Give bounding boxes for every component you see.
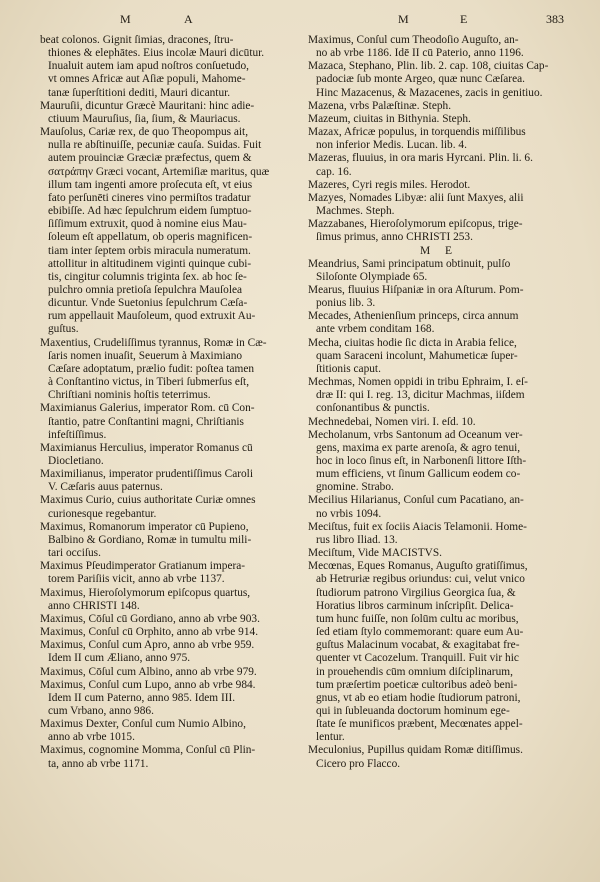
entry-line: anno ab vrbe 1015. bbox=[48, 731, 135, 744]
entry-line: Idem II cum Paterno, anno 985. Idem III. bbox=[48, 691, 236, 704]
entry-line: Mauruſii, dicuntur Græcè Mauritani: hinc adie- bbox=[40, 99, 255, 112]
entry-line: gnus, vt ab eo etiam hodie ſtudiorum patroni, bbox=[316, 691, 521, 704]
header-left-letter: M bbox=[120, 12, 133, 26]
entry-line: ſtantio, patre Conſtantini magni, Chriſtianis bbox=[48, 415, 244, 428]
entry-line: Mechnedebai, Nomen viri. I. eſd. 10. bbox=[308, 415, 476, 428]
entry-line: gnomine. Strabo. bbox=[316, 481, 394, 494]
entry-line: guſtus Malacinum vocabat, & exagitabat fre- bbox=[316, 639, 520, 652]
entry-line: ebibiſſe. Ad hæc ſepulchrum eidem ſumptuo- bbox=[48, 205, 252, 218]
entry-line: ſed etiam ſtylo commemorant: quare eum Au- bbox=[316, 626, 524, 639]
entry-line: ſtudiorum patrono Virgilius Georgica ſua, & bbox=[316, 586, 516, 599]
dictionary-entry bbox=[308, 192, 570, 218]
entry-line: Maximus, cognomine Momma, Conſul cū Plin- bbox=[40, 744, 256, 757]
entry-line: attollitur in altitudinem viginti quinque cubi- bbox=[48, 257, 252, 270]
dictionary-entry bbox=[40, 402, 298, 441]
dictionary-entry bbox=[308, 310, 570, 336]
entry-line: ſimus primus, anno CHRISTI 253. bbox=[316, 231, 473, 244]
entry-line: Maximus Pſeudimperator Gratianum impera- bbox=[40, 560, 246, 573]
entry-line: Maximianus Herculius, imperator Romanus cū bbox=[40, 441, 253, 454]
entry-line: Maximus, Conſul cū Orphito, anno ab vrbe 914. bbox=[40, 626, 259, 639]
entry-line: ſiſſimum extruxit, quod à nomine eius Mau- bbox=[48, 218, 247, 231]
section-heading: M E bbox=[419, 244, 459, 257]
entry-line: autem prouinciæ Græciæ præfectus, quem & bbox=[48, 152, 252, 165]
entry-line: σατράπην Græci vocant, Artemiſiæ maritus, quæ bbox=[48, 165, 270, 178]
entry-line: infeſtiſſimus. bbox=[48, 428, 107, 441]
entry-line: quenter vt Cacozelum. Tranquill. Fuit vir hic bbox=[316, 652, 519, 665]
entry-line: dicuntur. Vnde Suetonius ſepulchrum Cæſa- bbox=[48, 297, 248, 310]
dictionary-entry bbox=[40, 666, 298, 679]
dictionary-entry bbox=[40, 587, 298, 613]
entry-line: curionesque regebantur. bbox=[48, 507, 157, 520]
entry-line: Cicero pro Flacco. bbox=[316, 757, 401, 770]
entry-line: beat colonos. Gignit ſimias, dracones, ſtru- bbox=[40, 34, 234, 46]
entry-line: tari occiſus. bbox=[48, 547, 101, 560]
entry-line: Maximus, Hieroſolymorum epiſcopus quartus, bbox=[40, 586, 251, 599]
entry-line: Mecades, Athenienſium princeps, circa annum bbox=[308, 310, 519, 323]
entry-line: cum Vrbano, anno 986. bbox=[48, 704, 154, 717]
header-right-letter: M bbox=[398, 12, 411, 26]
entry-line: Diocletiano. bbox=[48, 455, 104, 467]
dictionary-entry bbox=[40, 744, 298, 770]
entry-line: non inferior Medis. Lucan. lib. 4. bbox=[316, 139, 467, 152]
entry-line: ſtitionis caput. bbox=[316, 362, 381, 375]
entry-line: Chriſtiani nominis hoſtis teterrimus. bbox=[48, 389, 211, 402]
dictionary-entry bbox=[308, 34, 570, 60]
dictionary-entry bbox=[40, 442, 298, 468]
entry-line: Mazeres, Cyri regis miles. Herodot. bbox=[308, 178, 471, 191]
dictionary-entry bbox=[40, 468, 298, 494]
entry-line: tiam inter ſeptem orbis miracula numeratum. bbox=[48, 244, 251, 257]
entry-line: ſtate ſe munificos præbent, Mecœnates appel- bbox=[316, 718, 523, 731]
entry-line: ab Hetruriæ regibus oriundus: cui, velut vnico bbox=[316, 573, 525, 586]
entry-line: Meciſtum, Vide MACISTVS. bbox=[308, 547, 442, 560]
entry-line: vt omnes Africæ aut Aſiæ populi, Mahome- bbox=[48, 73, 246, 86]
entry-line: Mearus, fluuius Hiſpaniæ in ora Aſturum. Pom- bbox=[308, 283, 524, 296]
dictionary-entry bbox=[40, 494, 298, 520]
dictionary-entry bbox=[308, 152, 570, 178]
dictionary-entry bbox=[308, 429, 570, 495]
entry-line: no vrbis 1094. bbox=[316, 507, 382, 520]
entry-line: Hinc Mazacenus, & Mazacenes, zacis in genitiuo. bbox=[316, 86, 543, 99]
dictionary-entry bbox=[308, 376, 570, 415]
entry-line: qui in ſubleuanda doctorum hominum ege- bbox=[316, 704, 510, 717]
dictionary-entry bbox=[40, 126, 298, 337]
entry-line: torem Pariſiis vicit, anno ab vrbe 1137. bbox=[48, 573, 225, 586]
dictionary-entry bbox=[40, 718, 298, 744]
dictionary-entry bbox=[40, 639, 298, 665]
dictionary-entry bbox=[308, 100, 570, 113]
entry-line: Maximus, Cōſul cum Albino, anno ab vrbe 979. bbox=[40, 665, 257, 678]
entry-line: Mecha, ciuitas hodie ſic dicta in Arabia felice, bbox=[308, 336, 517, 349]
entry-line: Mazena, vrbs Palæſtinæ. Steph. bbox=[308, 99, 452, 112]
dictionary-entry bbox=[308, 126, 570, 152]
entry-line: hoc in loco ſinus eſt, in Narbonenſi littore Iſth- bbox=[316, 455, 527, 467]
entry-line: Mecœnas, Eques Romanus, Auguſto gratiſſimus, bbox=[308, 560, 528, 573]
entry-line: Meculonius, Pupillus quidam Romæ ditiſſimus. bbox=[308, 744, 523, 757]
dictionary-entry bbox=[308, 560, 570, 744]
entry-line: tanæ ſuperſtitioni dediti, Mauri dicantur. bbox=[48, 86, 231, 99]
dictionary-entry bbox=[308, 60, 570, 99]
entry-line: guſtus. bbox=[48, 323, 79, 336]
entry-line: ta, anno ab vrbe 1171. bbox=[48, 757, 149, 770]
dictionary-entry bbox=[40, 34, 298, 100]
header-center-letter: A bbox=[184, 12, 195, 26]
entry-line: Mazax, Africæ populus, in torquendis miſſilibus bbox=[308, 126, 526, 139]
entry-line: tum hunc fuiſſe, non ſolūm cultu ac moribus, bbox=[316, 612, 519, 625]
entry-line: quam Saraceni incolunt, Mahumeticæ ſuper- bbox=[316, 349, 518, 362]
entry-line: Maximilianus, imperator prudentiſſimus Caroli bbox=[40, 468, 253, 481]
entry-line: Mecholanum, vrbs Santonum ad Oceanum ver- bbox=[308, 428, 523, 441]
entry-line: Mazzabanes, Hieroſolymorum epiſcopus, trige- bbox=[308, 218, 523, 231]
entry-line: mum efficiens, vt ſinum Gallicum eodem co- bbox=[316, 468, 521, 481]
entry-line: Maximus, Romanorum imperator cū Pupieno, bbox=[40, 520, 249, 533]
entry-line: Idem II cum Æliano, anno 975. bbox=[48, 652, 191, 665]
entry-line: Maximus, Cōſul cū Gordiano, anno ab vrbe 903. bbox=[40, 612, 260, 625]
entry-line: ſoleum eſt appellatum, ob operis magnificen- bbox=[48, 231, 253, 244]
entry-line: conſonantibus & punctis. bbox=[316, 402, 430, 415]
dictionary-entry bbox=[308, 113, 570, 126]
dictionary-entry bbox=[308, 218, 570, 244]
entry-line: Cæſare adoptatum, prælio fudit: poſtea tamen bbox=[48, 362, 255, 375]
entry-line: Maximus, Conſul cum Apro, anno ab vrbe 959. bbox=[40, 639, 255, 652]
entry-line: Maximus Dexter, Conſul cum Numio Albino, bbox=[40, 718, 246, 731]
entry-line: padociæ ſub monte Argeo, quæ nunc Cæſarea. bbox=[316, 73, 525, 86]
dictionary-entry bbox=[308, 416, 570, 429]
entry-line: Mazeras, fluuius, in ora maris Hyrcani. Plin. li. 6. bbox=[308, 152, 533, 165]
entry-line: pulchro omnia pretioſa ſepulchra Mauſolea bbox=[48, 283, 243, 296]
entry-line: Mazeum, ciuitas in Bithynia. Steph. bbox=[308, 112, 471, 125]
entry-line: Mecilius Hilarianus, Conſul cum Pacatiano, an- bbox=[308, 494, 524, 507]
dictionary-entry bbox=[308, 258, 570, 284]
dictionary-entry bbox=[308, 337, 570, 376]
header-right-center-letter: E bbox=[460, 12, 470, 26]
dictionary-entry bbox=[308, 521, 570, 547]
dictionary-entry bbox=[40, 521, 298, 560]
running-header bbox=[0, 8, 600, 30]
dictionary-entry bbox=[40, 560, 298, 586]
entry-line: Mechmas, Nomen oppidi in tribu Ephraim, I. eſ- bbox=[308, 376, 528, 389]
dictionary-entry bbox=[308, 547, 570, 560]
entry-line: ante vrbem conditam 168. bbox=[316, 323, 435, 336]
entry-line: thiones & elephātes. Eius incolæ Mauri dicūtur. bbox=[48, 47, 265, 60]
dictionary-entry bbox=[308, 744, 570, 770]
dictionary-entry bbox=[40, 613, 298, 626]
entry-line: no ab vrbe 1186. Idē II cū Paterio, anno 1196. bbox=[316, 47, 524, 60]
entry-line: dræ II: qui I. reg. 13, dicitur Machmas, iiſdem bbox=[316, 389, 525, 402]
entry-line: Meandrius, Sami principatum obtinuit, pulſo bbox=[308, 257, 511, 270]
dictionary-entry bbox=[308, 284, 570, 310]
entry-line: Maxentius, Crudeliſſimus tyrannus, Romæ in Cæ- bbox=[40, 336, 267, 349]
dictionary-entry bbox=[40, 337, 298, 403]
entry-line: fato perſunēti cineres vino permiſtos tradatur bbox=[48, 191, 251, 204]
entry-line: rus libro Iliad. 13. bbox=[316, 533, 398, 546]
entry-line: Maximianus Galerius, imperator Rom. cū Con- bbox=[40, 402, 255, 415]
entry-line: tis, cingitur columnis triginta ſex. ab hoc ſe- bbox=[48, 270, 247, 283]
entry-line: Mazyes, Nomades Libyæ: alii ſunt Maxyes, alii bbox=[308, 191, 524, 204]
entry-line: Machmes. Steph. bbox=[316, 205, 395, 218]
left-column bbox=[40, 34, 298, 771]
entry-line: cap. 16. bbox=[316, 165, 352, 178]
entry-line: Meciſtus, fuit ex ſociis Aiacis Telamonii. Home- bbox=[308, 520, 527, 533]
entry-line: ſaris nomen inuaſit, Seuerum à Maximiano bbox=[48, 349, 243, 362]
dictionary-entry bbox=[308, 179, 570, 192]
dictionary-entry bbox=[308, 494, 570, 520]
entry-line: Maximus, Conſul cum Lupo, anno ab vrbe 984. bbox=[40, 678, 256, 691]
entry-line: V. Cæſaris auus paternus. bbox=[48, 481, 163, 494]
page-number: 383 bbox=[546, 12, 564, 26]
entry-line: Maximus, Conſul cum Theodoſio Auguſto, an- bbox=[308, 34, 519, 46]
entry-line: Siloſonte Olympiade 65. bbox=[316, 270, 428, 283]
entry-line: illum tam ingenti amore proſecuta eſt, vt eius bbox=[48, 178, 253, 191]
entry-line: à Conſtantino victus, in Tiberi ſubmerſus eſt, bbox=[48, 376, 250, 389]
entry-line: Inualuit autem iam apud noſtros conſuetudo, bbox=[48, 60, 249, 73]
entry-line: in prouehendis cūm omnium diſciplinarum, bbox=[316, 665, 513, 678]
entry-line: rum appellauit Mauſoleum, quod extruxit Au- bbox=[48, 310, 256, 323]
dictionary-entry bbox=[40, 679, 298, 718]
entry-line: ponius lib. 3. bbox=[316, 297, 376, 310]
entry-line: nulla re abſtinuiſſe, pecuniæ cauſa. Suidas. Fuit bbox=[48, 139, 262, 152]
right-column bbox=[308, 34, 570, 771]
entry-line: ctiuum Mauruſius, ſia, ſium, & Mauriacus. bbox=[48, 112, 241, 125]
dictionary-entry bbox=[40, 626, 298, 639]
entry-line: lentur. bbox=[316, 731, 345, 744]
entry-line: Mauſolus, Cariæ rex, de quo Theopompus ait, bbox=[40, 126, 249, 139]
entry-line: tum præſertim poeticæ cultoribus adeò beni- bbox=[316, 678, 518, 691]
entry-line: Horatius libros carminum inſcripſit. Delica- bbox=[316, 599, 514, 612]
entry-line: gens, maxima ex parte arenoſa, & agro tenui, bbox=[316, 441, 521, 454]
entry-line: Balbino & Gordiano, Romæ in tumultu mili- bbox=[48, 533, 252, 546]
entry-line: anno CHRISTI 148. bbox=[48, 599, 140, 612]
entry-line: Mazaca, Stephano, Plin. lib. 2. cap. 108, ciuitas Cap- bbox=[308, 60, 549, 73]
dictionary-entry bbox=[40, 100, 298, 126]
entry-line: Maximus Curio, cuius authoritate Curiæ omnes bbox=[40, 494, 256, 507]
